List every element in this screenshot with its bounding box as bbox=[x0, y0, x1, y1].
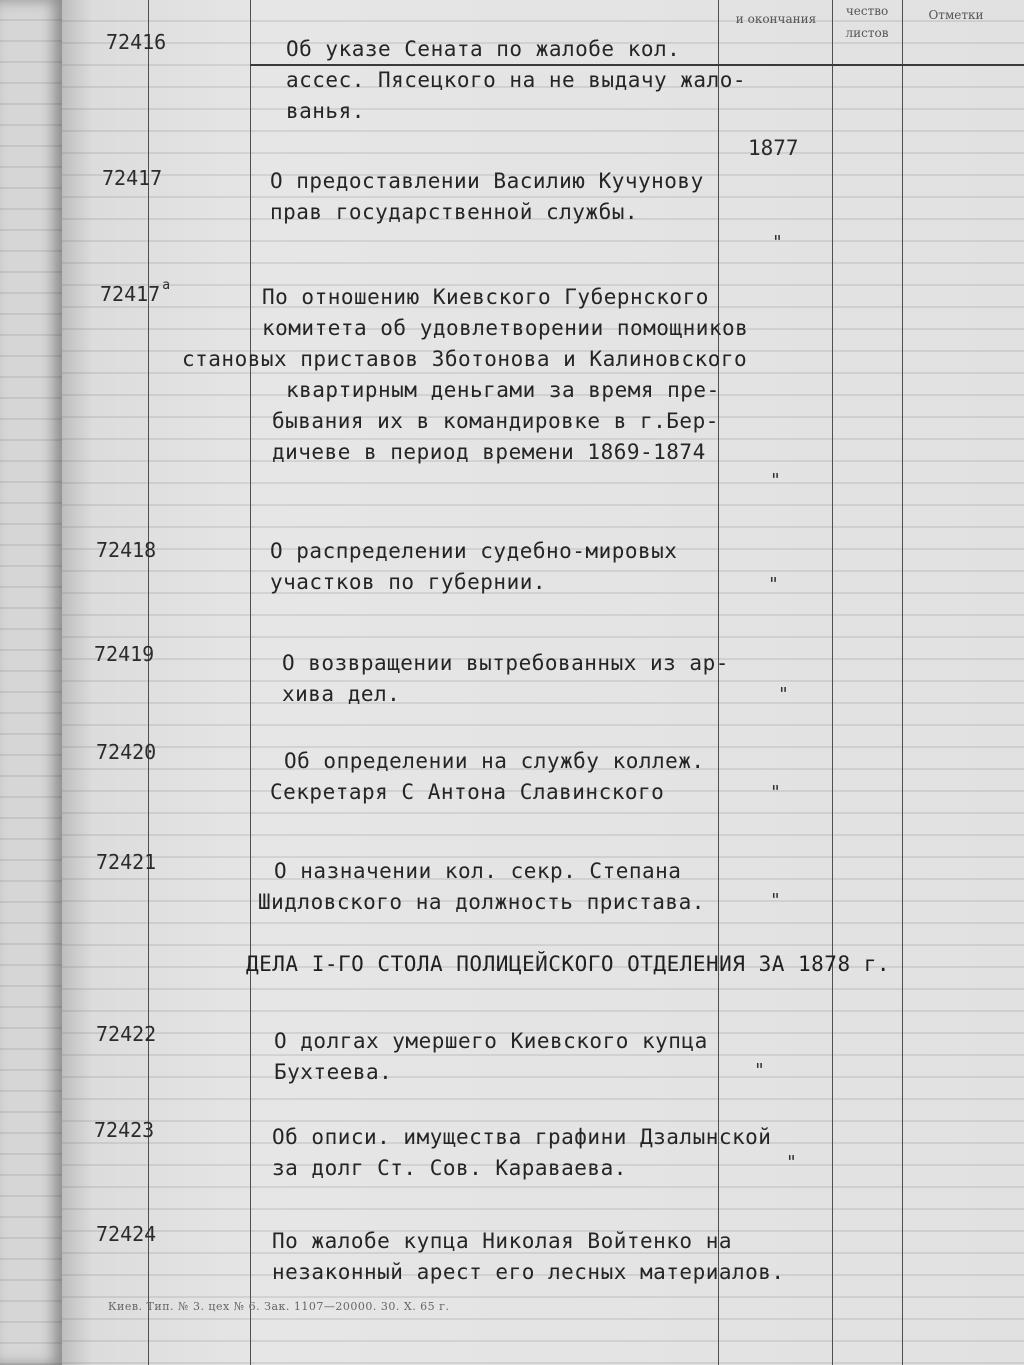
entry-number: 72422 bbox=[96, 1022, 157, 1046]
entry-number-main: 72417 bbox=[100, 282, 161, 306]
ditto-mark: " bbox=[786, 1152, 797, 1173]
entry-title: О распределении судебно-мировых участков по губернии. bbox=[270, 539, 678, 594]
ditto-mark: " bbox=[770, 470, 781, 491]
entry-title: По отношению Киевского Губернского комитета об удовлетворении помощников становых приставов Зботонова и Калиновского квартирным деньгами за время пре- бывания их в командировке в г.Бер- дичеве в период времени 1869-1874 bbox=[182, 285, 749, 464]
entry-number: 72417 bbox=[102, 166, 163, 190]
ditto-mark: " bbox=[778, 684, 789, 705]
column-rule-notes bbox=[902, 0, 903, 1365]
entry-title: Об определении на службу коллеж. Секретаря С Антона Славинского bbox=[270, 749, 705, 804]
entry-number-suffix: а bbox=[162, 278, 171, 293]
ditto-mark: " bbox=[754, 1060, 765, 1081]
entry-number: 72421 bbox=[96, 850, 157, 874]
ditto-mark: " bbox=[770, 782, 781, 803]
ditto-mark: " bbox=[768, 574, 779, 595]
entry-number: 72416 bbox=[106, 30, 167, 54]
column-rule-count bbox=[832, 0, 833, 1365]
header-notes-label: Отметки bbox=[928, 8, 984, 22]
entry-number: 72420 bbox=[96, 740, 157, 764]
left-page-edge bbox=[0, 0, 64, 1365]
header-dates-label: и окончания bbox=[735, 12, 817, 26]
column-rule-title bbox=[250, 0, 251, 1365]
section-heading: ДЕЛА I-ГО СТОЛА ПОЛИЦЕЙСКОГО ОТДЕЛЕНИЯ ЗА 1878 г. bbox=[246, 952, 891, 976]
header-count-label-1: чество bbox=[845, 4, 889, 18]
entry-title: Об описи. имущества графини Дзалынской за долг Ст. Сов. Караваева. bbox=[272, 1125, 772, 1180]
entry-title: Об указе Сената по жалобе кол. ассес. Пясецкого на не выдачу жало- ванья. bbox=[286, 37, 747, 123]
entry-year: 1877 bbox=[748, 136, 799, 160]
entry-title: О назначении кол. секр. Степана Шидловского на должность пристава. bbox=[258, 859, 705, 914]
entry-number bbox=[100, 278, 170, 306]
printer-imprint: Киев. Тип. № 3. цех № 6. Зак. 1107—20000. 30. X. 65 г. bbox=[108, 1300, 450, 1313]
column-rule-number bbox=[148, 0, 149, 1365]
register-page bbox=[62, 0, 1024, 1365]
ditto-mark: " bbox=[772, 232, 783, 253]
entry-title: О возвращении вытребованных из ар- хива дел. bbox=[282, 651, 729, 706]
entry-number: 72424 bbox=[96, 1222, 157, 1246]
header-count-label-2: листов bbox=[845, 26, 889, 40]
entry-number: 72418 bbox=[96, 538, 157, 562]
entry-title: По жалобе купца Николая Войтенко на незаконный арест его лесных материалов. bbox=[272, 1229, 785, 1284]
entry-title: О долгах умершего Киевского купца Бухтеева. bbox=[274, 1029, 708, 1084]
ditto-mark: " bbox=[770, 890, 781, 911]
entry-title: О предоставлении Василию Кучунову прав государственной службы. bbox=[270, 169, 704, 224]
entry-number: 72419 bbox=[94, 642, 155, 666]
entry-number: 72423 bbox=[94, 1118, 155, 1142]
